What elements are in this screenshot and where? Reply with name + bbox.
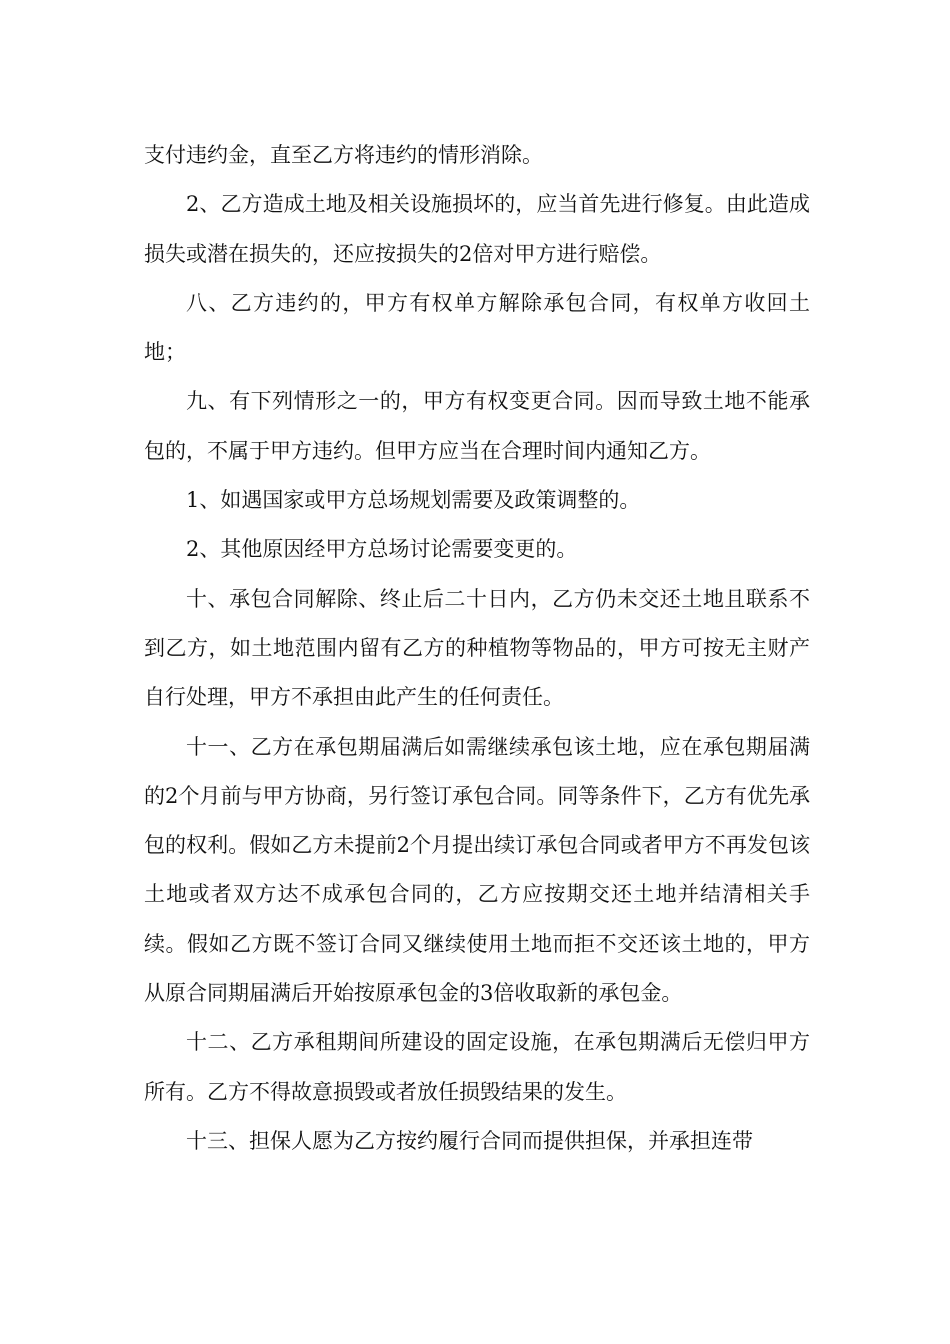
paragraph-clause-9-2: 2、其他原因经甲方总场讨论需要变更的。: [186, 537, 578, 562]
paragraph-continuation: 支付违约金，直至乙方将违约的情形消除。: [144, 143, 543, 167]
paragraph-clause-12: 十二、乙方承租期间所建设的固定设施，在承包期满后无偿归甲方所有。乙方不得故意损毁或者放任损毁结果的发生。: [144, 1030, 810, 1104]
paragraph-clause-9: 九、有下列情形之一的，甲方有权变更合同。因而导致土地不能承包的，不属于甲方违约。但甲方应当在合理时间内通知乙方。: [144, 389, 810, 463]
paragraph-clause-10: 十、承包合同解除、终止后二十日内，乙方仍未交还土地且联系不到乙方，如土地范围内留有乙方的种植物等物品的，甲方可按无主财产自行处理，甲方不承担由此产生的任何责任。: [144, 586, 810, 710]
paragraph-clause-8: 八、乙方违约的，甲方有权单方解除承包合同，有权单方收回土地；: [144, 290, 810, 365]
document-body: [144, 131, 810, 1166]
paragraph-clause-11: 十一、乙方在承包期届满后如需继续承包该土地，应在承包期届满的2个月前与甲方协商，另行签订承包合同。同等条件下，乙方有优先承包的权利。假如乙方未提前2个月提出续订承包合同或者甲方不再发包该土地或者双方达不成承包合同的，乙方应按期交还土地并结清相关手续。假如乙方既不签订合同又继续使用土地而拒不交还该土地的，甲方从原合同期届满后开始按原承包金的3倍收取新的承包金。: [144, 734, 810, 1006]
paragraph-clause-9-1: 1、如遇国家或甲方总场规划需要及政策调整的。: [186, 488, 641, 513]
paragraph-clause-13: 十三、担保人愿为乙方按约履行合同而提供担保，并承担连带: [186, 1128, 753, 1153]
paragraph-clause-7-2: 2、乙方造成土地及相关设施损坏的，应当首先进行修复。由此造成损失或潜在损失的，还应按损失的2倍对甲方进行赔偿。: [144, 192, 810, 266]
